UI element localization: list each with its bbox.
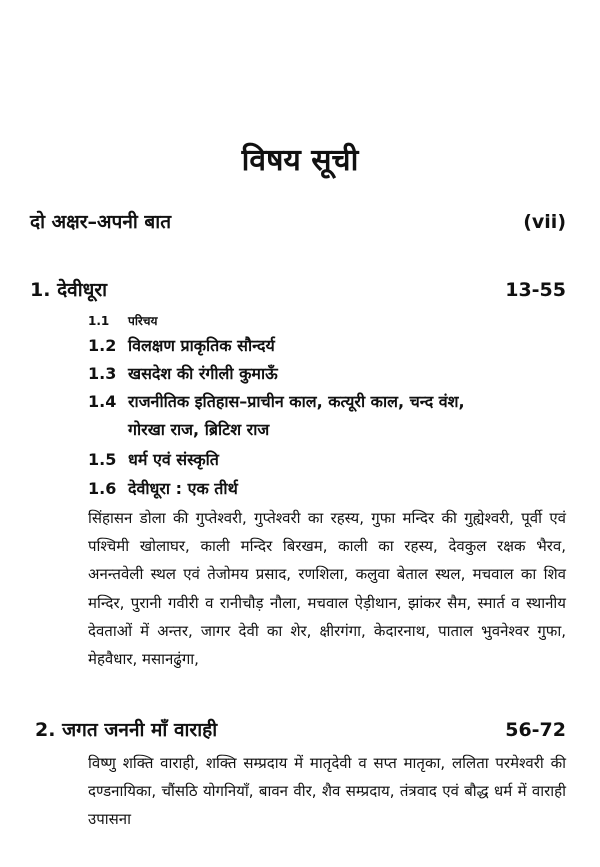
chapter-2-entry	[35, 716, 566, 742]
section-1-4-continued: गोरखा राज, ब्रिटिश राज	[128, 420, 270, 439]
section-number: 1.2	[88, 336, 117, 355]
section-title: खसदेश की रंगीली कुमाऊँ	[128, 364, 278, 383]
chapter-title: जगत जननी माँ वाराही	[62, 719, 218, 741]
section-1-2	[88, 334, 275, 356]
section-number: 1.3	[88, 364, 117, 383]
preface-entry	[30, 208, 566, 234]
section-title: देवीधूरा : एक तीर्थ	[128, 479, 238, 498]
section-title: राजनीतिक इतिहास–प्राचीन काल, कत्यूरी काल, चन्द वंश,	[128, 392, 465, 411]
section-number: 1.6	[88, 479, 117, 498]
page-title: विषय सूची	[241, 143, 359, 178]
section-1-5	[88, 448, 219, 470]
section-number: 1.4	[88, 392, 117, 411]
preface-label: दो अक्षर–अपनी बात	[30, 211, 172, 233]
chapter-1-topics: सिंहासन डोला की गुप्तेश्वरी, गुप्तेश्वरी का रहस्य, गुफा मन्दिर की गुह्येश्वरी, पूर्वी एवं पश्चिमी खोलाघर, काली मन्दिर बिरखम, काली का रहस्य, देवकुल रक्षक भैरव, अनन्तवेली स्थल एवं तेजोमय प्रसाद, रणशिला, कलुवा बेताल स्थल, मचवाल का शिव मन्दिर, पुरानी गवीरी व रानीचौड़ नौला, मचवाल ऐड़ीथान, झांकर सैम, स्मार्त व स्थानीय देवताओं में अन्तर, जागर देवी का शेर, क्षीरगंगा, केदारनाथ, पाताल भुवनेश्वर गुफा, मेहवैधार, मसानढुंगा,	[88, 509, 566, 669]
chapter-pages: 13-55	[505, 279, 566, 301]
section-1-4	[88, 390, 465, 412]
chapter-number: 2.	[35, 719, 56, 741]
chapter-1-entry	[30, 276, 566, 302]
section-1-3	[88, 362, 278, 384]
section-number: 1.1	[88, 314, 110, 328]
chapter-pages: 56-72	[505, 719, 566, 741]
section-1-1	[88, 312, 157, 329]
preface-page: (vii)	[523, 211, 566, 233]
section-title: विलक्षण प्राकृतिक सौन्दर्य	[128, 336, 275, 355]
chapter-title: देवीधूरा	[57, 279, 108, 301]
section-1-6	[88, 477, 238, 499]
section-title: धर्म एवं संस्कृति	[128, 450, 219, 469]
section-title: परिचय	[128, 314, 158, 328]
section-number: 1.5	[88, 450, 117, 469]
chapter-number: 1.	[30, 279, 51, 301]
chapter-2-topics: विष्णु शक्ति वाराही, शक्ति सम्प्रदाय में मातृदेवी व सप्त मातृका, ललिता परमेश्वरी की दण्डनायिका, चौंसठि योगनियाँ, बावन वीर, शैव सम्प्रदाय, तंत्रवाद एवं बौद्ध धर्म में वाराही उपासना	[88, 754, 566, 829]
